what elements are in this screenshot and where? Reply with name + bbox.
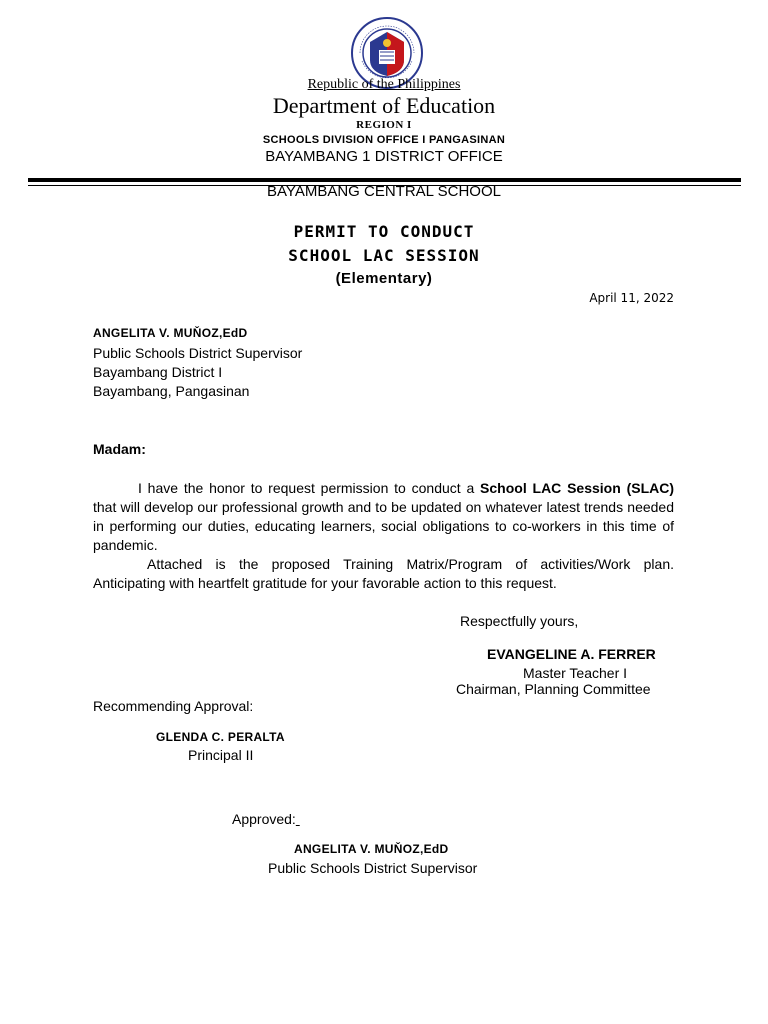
letter-date: April 11, 2022 bbox=[589, 291, 674, 305]
recommender-title: Principal II bbox=[188, 747, 254, 763]
document-title-line2: SCHOOL LAC SESSION bbox=[288, 246, 480, 265]
recommending-label: Recommending Approval: bbox=[93, 698, 254, 714]
letter-body bbox=[93, 479, 674, 593]
region-line: REGION I bbox=[356, 119, 412, 131]
recommender-name: GLENDA C. PERALTA bbox=[156, 730, 285, 744]
department-name: Department of Education bbox=[272, 93, 496, 118]
body-paragraph-1 bbox=[93, 479, 674, 555]
addressee-position: Public Schools District Supervisor bbox=[93, 345, 303, 361]
approver-name: ANGELITA V. MUŇOZ,EdD bbox=[294, 842, 449, 856]
body-p1-text-end: that will develop our professional growth and to be updated on whatever latest trends needed in performing our duties, educating learners, social obligations to co-workers in this time of pandemic. bbox=[93, 499, 674, 553]
addressee-location: Bayambang, Pangasinan bbox=[93, 383, 250, 399]
approved-signature-line bbox=[296, 811, 300, 827]
signatory-name: EVANGELINE A. FERRER bbox=[487, 646, 656, 662]
republic-line: Republic of the Philippines bbox=[307, 77, 461, 92]
document-title-line3: (Elementary) bbox=[335, 270, 433, 287]
approved-label bbox=[232, 811, 300, 827]
body-paragraph-2: Attached is the proposed Training Matrix/Program of activities/Work plan. Anticipating with heartfelt gratitude for your favorable action to this request. bbox=[93, 556, 674, 591]
body-p1-bold: School LAC Session (SLAC) bbox=[480, 480, 674, 496]
salutation: Madam: bbox=[93, 441, 146, 457]
school-name: BAYAMBANG CENTRAL SCHOOL bbox=[267, 183, 501, 200]
header-divider bbox=[28, 178, 741, 182]
approved-label-text: Approved: bbox=[232, 811, 296, 827]
closing-text: Respectfully yours, bbox=[460, 613, 579, 629]
addressee-name: ANGELITA V. MUŇOZ,EdD bbox=[93, 326, 248, 340]
document-title-line1: PERMIT TO CONDUCT bbox=[293, 222, 475, 241]
addressee-office: Bayambang District I bbox=[93, 364, 223, 380]
signatory-committee: Chairman, Planning Committee bbox=[456, 681, 651, 697]
division-line: SCHOOLS DIVISION OFFICE I PANGASINAN bbox=[262, 134, 506, 146]
signatory-title: Master Teacher I bbox=[523, 665, 628, 681]
district-office-line: BAYAMBANG 1 DISTRICT OFFICE bbox=[265, 148, 503, 165]
approver-title: Public Schools District Supervisor bbox=[268, 860, 478, 876]
body-p1-text: I have the honor to request permission to conduct a bbox=[138, 480, 481, 496]
